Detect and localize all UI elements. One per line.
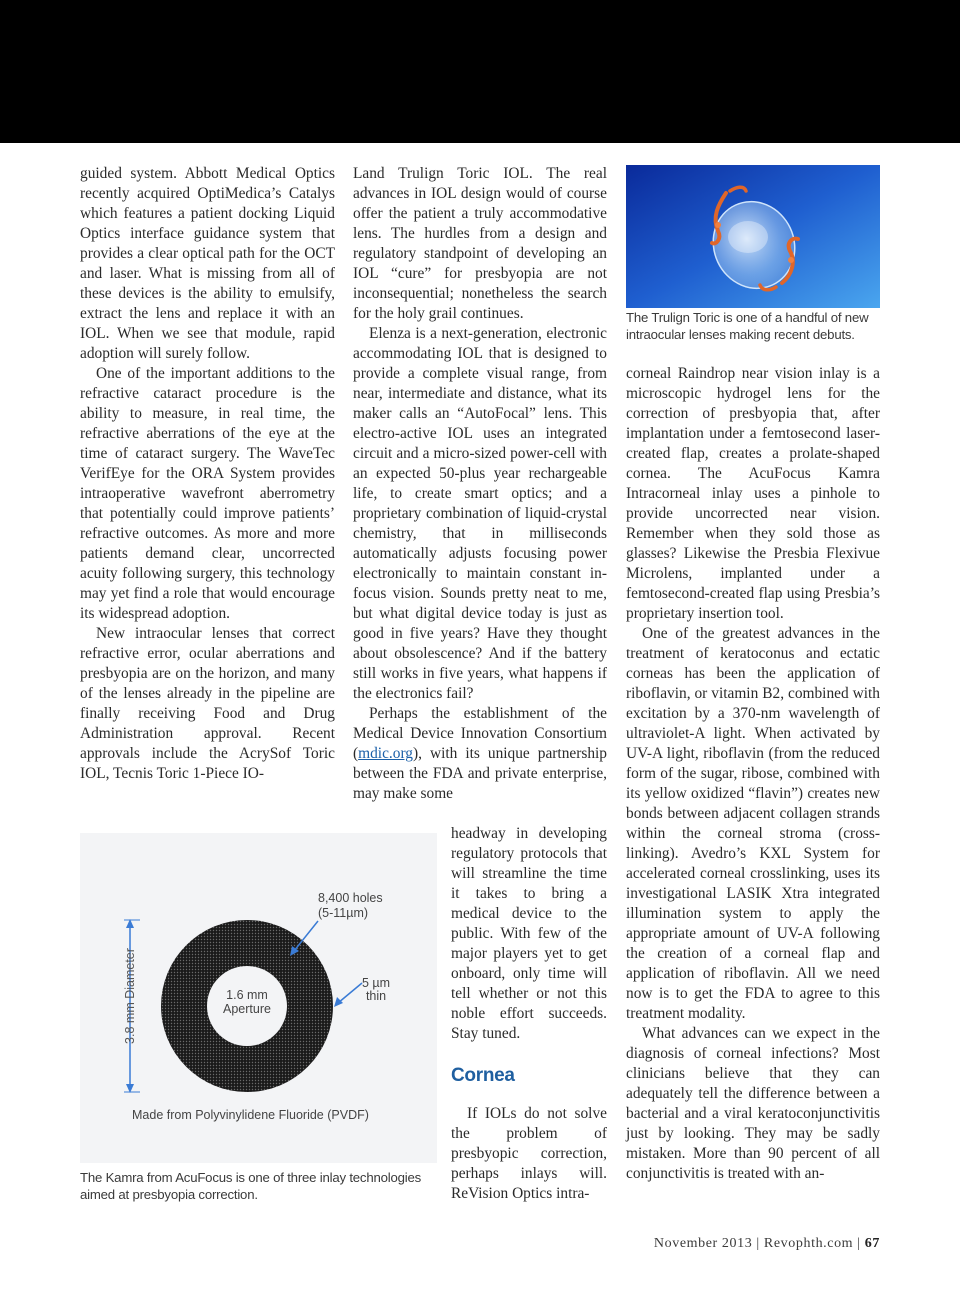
issue-date: November 2013 (653, 1236, 753, 1251)
article-column-3 (626, 364, 880, 1184)
top-black-banner (0, 0, 960, 143)
footer-divider: | (857, 1236, 865, 1251)
material-label: Made from Polyvinylidene Fluoride (PVDF) (132, 1108, 369, 1122)
holes-label (318, 891, 383, 921)
section-heading-cornea: Cornea (451, 1065, 515, 1086)
article-column-2-narrow (451, 824, 607, 1204)
aperture-size: 1.6 mm (226, 988, 268, 1002)
mdic-link[interactable]: mdic.org (358, 745, 413, 762)
kamra-caption: The Kamra from AcuFocus is one of three inlay technologies aimed at presbyopia correction. (80, 1170, 421, 1202)
article-column-1 (80, 164, 335, 784)
diameter-label-wrap (117, 937, 143, 1057)
diameter-label: 3.8 mm Diameter (123, 948, 137, 1044)
website: Revophth.com (763, 1236, 854, 1251)
thin-value: 5 µm (362, 976, 391, 990)
page-number: 67 (864, 1236, 880, 1251)
kamra-figure (80, 833, 437, 1163)
thin-word: thin (365, 989, 387, 1003)
footer-divider: | (756, 1236, 764, 1251)
holes-size: (5-11µm) (318, 906, 369, 920)
aperture-label (207, 988, 287, 1016)
article-column-2 (353, 164, 607, 804)
trulign-caption: The Trulign Toric is one of a handful of new intraocular lenses making recent debuts. (626, 310, 869, 342)
paragraph: guided system. Abbott Medical Optics recently acquired OptiMedica’s Catalys which features a patient docking Liquid Optics interface guidance system that provides a clear optical path for the OCT and laser. What is missing from all of these devices is the ability to emulsify, extract the lens and replace it with an IOL. When we see that module, rapid adoption will surely follow. (80, 165, 335, 362)
paragraph (353, 704, 607, 804)
page-footer (642, 1236, 880, 1252)
paragraph: If IOLs do not solve the problem of presbyopic correction, perhaps inlays will. ReVision Optics intra- (451, 1105, 607, 1202)
paragraph: New intraocular lenses that correct refractive error, ocular aberrations and presbyopia are on the horizon, and many of the lenses already in the pipeline are finally receiving Food and Drug Administration approval. Recent approvals include the AcrySof Toric IOL, Tecnis Toric 1-Piece IO- (80, 625, 335, 782)
paragraph: corneal Raindrop near vision inlay is a microscopic hydrogel lens for the correction of presbyopia that, after implantation under a femtosecond laser-created flap, creates a prolate-shaped cornea. The AcuFocus Kamra Intracorneal inlay uses a pinhole to provide uncorrected near vision. Remember when they sold those as glasses? Likewise the Presbia Flexivue Microlens, implanted under a femtosecond-created flap using Presbia’s proprietary insertion tool. (626, 365, 880, 622)
paragraph-text: Perhaps the establishment of the Medical Device Innovation Consortium ( (353, 705, 607, 762)
paragraph: Land Trulign Toric IOL. The real advances in IOL design would of course offer the patient a truly accommodative lens. The hurdles from a design and regulatory standpoint of developing an IOL “cure” for presbyopia are not inconsequential; nonetheless the search for the holy grail continues. (353, 165, 607, 322)
paragraph-text: ), with its unique partnership between the FDA and private enterprise, may make some (353, 745, 607, 802)
paragraph: Elenza is a next-generation, electronic accommodating IOL that is designed to provide a complete visual range, from near, intermediate and distance, what its maker calls an “AutoFocal” lens. This electro-active IOL uses an integrated circuit and a micro-sized power-cell with an expected 50-plus year rechargeable life, to create smart optics; and a proprietary combination of liquid-crystal chemistry, that in milliseconds automatically adjusts focusing power electronically to maintain constant in-focus vision. Sounds pretty neat to me, but what digital device today is just as good in five years? Have they thought about obsolescence? And if the battery still works in five years, what happens if the electronics fail? (353, 325, 607, 702)
paragraph: One of the greatest advances in the treatment of keratoconus and ectatic corneas has been the application of riboflavin, or vitamin B2, combined with excitation by a 370-nm wavelength of ultraviolet-A light. When activated by UV-A light, riboflavin (from the reduced form of the sugar, ribose, combined with its yellow oxidized “flavin”) creates new bonds between adjacent collagen strands within the corneal stroma (cross-linking). Avedro’s KXL System for accelerated corneal crosslinking, uses its investigational LASIK Xtra integrated illumination system to apply the appropriate amount of UV-A following the creation of a corneal flap and application of riboflavin. All we need now is to get the FDA to agree to this treatment modality. (626, 625, 880, 1022)
trulign-lens-photo (626, 165, 880, 308)
paragraph: headway in developing regulatory protocols that will streamline the time it takes to bring a medical device to the public. With few of the major players yet to get onboard, only time will tell whether or not this noble effort succeeds. Stay tuned. (451, 825, 607, 1042)
aperture-word: Aperture (223, 1002, 271, 1016)
paragraph: One of the important additions to the refractive cataract procedure is the ability to measure, in real time, the refractive aberrations of the eye at the time of cataract surgery. The WaveTec VerifEye for the ORA System provides intraoperative wavefront aberrometry that potentially could improve patients’ refractive outcomes. As more and more patients demand clear, uncorrected acuity following surgery, this technology may yet find a role that would encourage its widespread adoption. (80, 365, 335, 622)
paragraph: What advances can we expect in the diagnosis of corneal infections? Most clinicians believe that they can adequately tell the difference between a bacterial and a viral keratoconjunctivitis just by looking. They may be sadly mistaken. More than 90 percent of all conjunctivitis is treated with an- (626, 1025, 880, 1182)
holes-count: 8,400 holes (318, 891, 383, 905)
thin-label (362, 977, 390, 1003)
